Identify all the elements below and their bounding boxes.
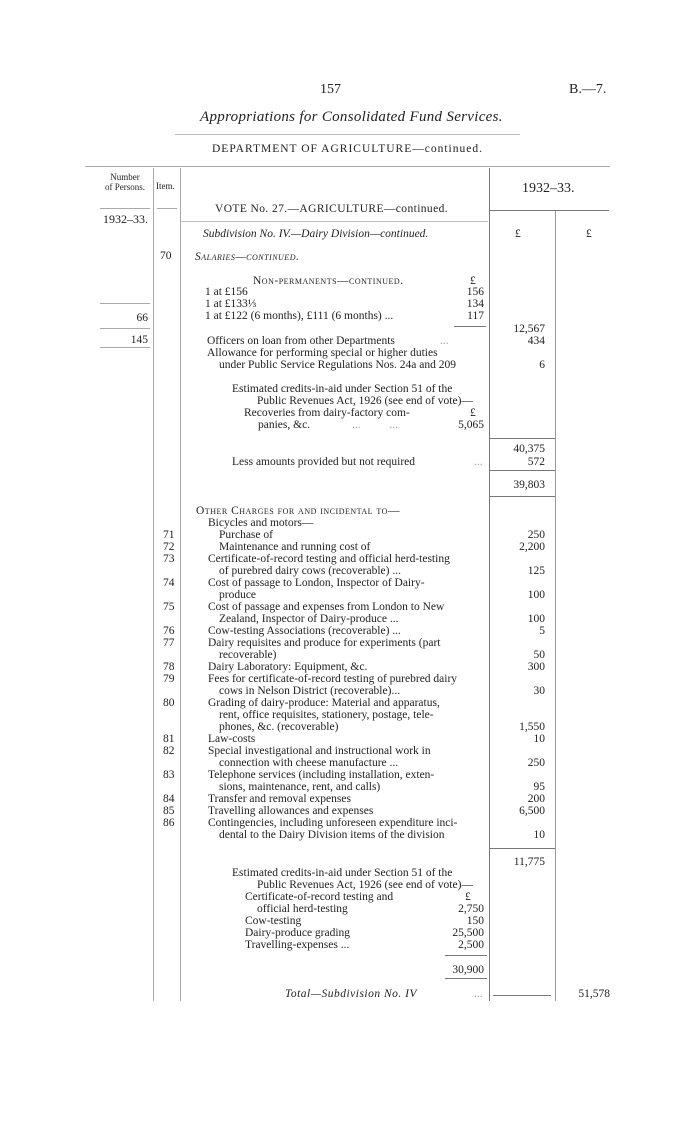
charge-description: recoverable) <box>219 649 277 661</box>
credits-text: Dairy-produce grading <box>245 927 351 939</box>
charge-amount: 10 <box>533 733 545 745</box>
credits-text: Public Revenues Act, 1926 (see end of vote)— <box>257 395 473 407</box>
charge-amount: 200 <box>527 793 545 805</box>
item-number: 82 <box>163 745 175 757</box>
charge-description: Zealand, Inspector of Dairy-produce ... <box>219 613 399 625</box>
less-text: Less amounts provided but not required <box>232 456 416 468</box>
charge-description: connection with cheese manufacture ... <box>219 757 399 769</box>
other-charges-subtotal: 11,775 <box>513 856 545 868</box>
allowance-text: under Public Service Regulations Nos. 24a and 209 <box>219 359 456 371</box>
charge-amount: 10 <box>533 829 545 841</box>
department-heading: DEPARTMENT OF AGRICULTURE—continued. <box>212 143 483 155</box>
charge-description: dental to the Dairy Division items of the division <box>219 829 445 841</box>
salaries-net: 39,803 <box>513 479 545 491</box>
item-number: 80 <box>163 697 175 709</box>
item-number: 86 <box>163 817 175 829</box>
doc-reference: B.—7. <box>569 82 607 97</box>
persons-column-header: Number of Persons. <box>105 172 145 192</box>
charge-description: Fees for certificate-of-record testing of purebred dairy <box>208 673 458 685</box>
charge-amount: 30 <box>533 685 545 697</box>
salary-amount: 134 <box>466 298 484 310</box>
charge-description: Dairy Laboratory: Equipment, &c. <box>208 661 368 673</box>
salary-line: 1 at £133⅓ <box>205 298 257 310</box>
salary-line: 1 at £122 (6 months), £111 (6 months) ... <box>205 310 394 322</box>
item-number: 84 <box>163 793 175 805</box>
credits-amount: 25,500 <box>452 927 484 939</box>
charge-description: Cost of passage to London, Inspector of Dairy- <box>208 577 425 589</box>
credits-amount: 150 <box>466 915 484 927</box>
charge-amount: 2,200 <box>519 541 545 553</box>
charge-description: Certificate-of-record testing and official herd-testing <box>208 553 450 565</box>
salary-amount: 156 <box>466 286 484 298</box>
charge-description: Dairy requisites and produce for experiments (part <box>208 637 441 649</box>
credits-text: Recoveries from dairy-factory com- <box>244 407 410 419</box>
charge-description: phones, &c. (recoverable) <box>219 721 339 733</box>
credits-text: Public Revenues Act, 1926 (see end of vote)— <box>257 879 473 891</box>
subdivision-total-amount: 51,578 <box>578 988 610 1000</box>
item-number: 78 <box>163 661 175 673</box>
credits-text: official herd-testing <box>257 903 348 915</box>
item-number: 77 <box>163 637 175 649</box>
item-number: 76 <box>163 625 175 637</box>
charge-description: Grading of dairy-produce: Material and apparatus, <box>208 697 440 709</box>
less-amount: 572 <box>527 456 545 468</box>
charge-description: Bicycles and motors— <box>208 517 314 529</box>
salaries-subtotal: 12,567 <box>513 323 545 335</box>
persons-count: 66 <box>136 312 148 324</box>
charge-amount: 250 <box>527 757 545 769</box>
item-number: 71 <box>163 529 175 541</box>
charge-description: Contingencies, including unforeseen expenditure inci- <box>208 817 458 829</box>
credits-total: 30,900 <box>452 964 484 976</box>
item-number: 83 <box>163 769 175 781</box>
loan-officers-amount: 434 <box>527 335 545 347</box>
page-number: 157 <box>320 82 341 97</box>
item-number: 79 <box>163 673 175 685</box>
loan-officers-text: Officers on loan from other Departments <box>207 335 395 347</box>
credits-amount: 2,500 <box>458 939 484 951</box>
credits-text: Certificate-of-record testing and <box>245 891 394 903</box>
allowance-text: Allowance for performing special or higher duties <box>207 347 438 359</box>
charge-description: of purebred dairy cows (recoverable) ... <box>219 565 401 577</box>
item-number: 75 <box>163 601 175 613</box>
charge-description: Law-costs <box>208 733 256 745</box>
charge-description: Telephone services (including installation, exten- <box>208 769 435 781</box>
charge-description: produce <box>219 589 257 601</box>
charge-description: cows in Nelson District (recoverable)... <box>219 685 401 697</box>
item-number: 73 <box>163 553 175 565</box>
charge-description: rent, office requisites, stationery, postage, tele- <box>219 709 434 721</box>
pound-sign: £ <box>470 275 476 287</box>
charge-amount: 125 <box>527 565 545 577</box>
charge-description: Travelling allowances and expenses <box>208 805 374 817</box>
subdivision-total-label: Total—Subdivision No. IV <box>285 988 418 1000</box>
item-number: 70 <box>160 250 172 262</box>
item-column-header: Item. <box>156 181 175 191</box>
year-persons-header: 1932–33. <box>103 212 148 226</box>
credits-amount: 5,065 <box>458 419 484 431</box>
charge-amount: 95 <box>533 781 545 793</box>
item-number: 81 <box>163 733 175 745</box>
charge-amount: 100 <box>527 613 545 625</box>
salary-line: 1 at £156 <box>205 286 248 298</box>
year-column-header: 1932–33. <box>522 181 575 196</box>
charge-description: Cow-testing Associations (recoverable) ... <box>208 625 401 637</box>
credits-amount: 2,750 <box>458 903 484 915</box>
charge-amount: 50 <box>533 649 545 661</box>
salary-amount: 117 <box>467 310 484 322</box>
credits-text: Travelling-expenses ... <box>245 939 350 951</box>
nonpermanents-heading: Non-permanents—continued. <box>253 275 404 287</box>
charge-description: Transfer and removal expenses <box>208 793 351 805</box>
page-title: Appropriations for Consolidated Fund Services. <box>200 109 503 125</box>
salaries-total: 40,375 <box>513 443 545 455</box>
pound-sign-col1: £ <box>515 228 521 240</box>
charge-amount: 250 <box>527 529 545 541</box>
credits-text: Estimated credits-in-aid under Section 51 of the <box>232 867 453 879</box>
charge-amount: 1,550 <box>519 721 545 733</box>
credits-text: panies, &c. <box>258 419 311 431</box>
charge-amount: 5 <box>539 625 545 637</box>
charge-amount: 300 <box>527 661 545 673</box>
item-number: 72 <box>163 541 175 553</box>
item-number: 74 <box>163 577 175 589</box>
charge-description: Special investigational and instructional work in <box>208 745 431 757</box>
charge-description: Purchase of <box>219 529 273 541</box>
charge-amount: 6,500 <box>519 805 545 817</box>
credits-text: Cow-testing <box>245 915 302 927</box>
pound-sign-col2: £ <box>586 228 592 240</box>
pound-sign: £ <box>465 891 471 903</box>
charge-amount: 100 <box>527 589 545 601</box>
persons-count: 145 <box>130 334 148 346</box>
charge-description: Cost of passage and expenses from London to New <box>208 601 445 613</box>
item-number: 85 <box>163 805 175 817</box>
salaries-heading: Salaries—continued. <box>195 251 300 263</box>
other-charges-heading: Other Charges for and incidental to— <box>196 505 400 517</box>
charge-description: sions, maintenance, rent, and calls) <box>219 781 381 793</box>
allowance-amount: 6 <box>539 359 545 371</box>
credits-text: Estimated credits-in-aid under Section 51 of the <box>232 383 453 395</box>
subdivision-title: Subdivision No. IV.—Dairy Division—continued. <box>203 228 429 240</box>
pound-sign: £ <box>470 407 476 419</box>
vote-title: VOTE No. 27.—AGRICULTURE—continued. <box>215 203 449 215</box>
charge-description: Maintenance and running cost of <box>219 541 371 553</box>
